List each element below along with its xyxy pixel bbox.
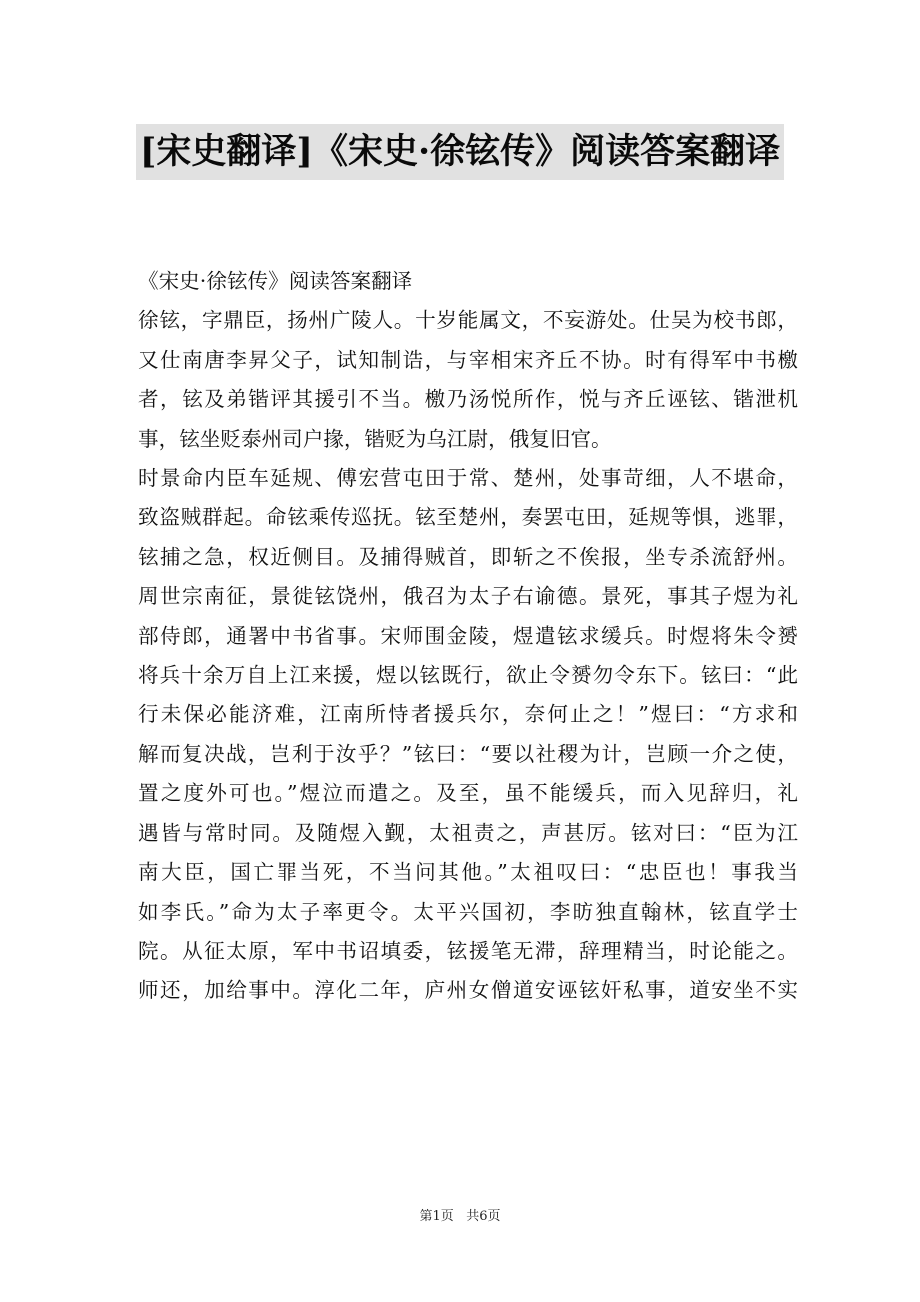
title-container [0,124,920,180]
text-line: 事，铉坐贬泰州司户掾，锴贬为乌江尉，俄复旧官。 [138,426,612,451]
text-line: 周世宗南征，景徙铉饶州，俄召为太子右谕德。景死，事其子煜为礼 [138,584,798,609]
text-line: 置之度外可也。”煜泣而遣之。及至，虽不能缓兵，而入见辞归，礼 [138,781,798,806]
text-line: 师还，加给事中。淳化二年，庐州女僧道安诬铉奸私事，道安坐不实 [138,978,798,1003]
paragraph-1 [138,301,798,459]
article-subtitle: 《宋史·徐铉传》阅读答案翻译 [138,269,413,293]
text-line: 解而复决战，岂利于汝乎？”铉曰：“要以社稷为计，岂顾一介之使， [138,741,798,766]
text-line: 徐铉，字鼎臣，扬州广陵人。十岁能属文，不妄游处。仕吴为校书郎， [138,308,798,333]
page-number: 第1页 [419,1209,454,1224]
page-total: 共6页 [466,1209,501,1224]
text-line: 院。从征太原，军中书诏填委，铉援笔无滞，辞理精当，时论能之。 [138,938,798,963]
text-line: 部侍郎，通署中书省事。宋师围金陵，煜遣铉求缓兵。时煜将朱令赟 [138,623,798,648]
text-line: 铉捕之急，权近侧目。及捕得贼首，即斩之不俟报，坐专杀流舒州。 [138,544,798,569]
text-line: 致盗贼群起。命铉乘传巡抚。铉至楚州，奏罢屯田，延规等惧，逃罪， [138,505,798,530]
text-line: 又仕南唐李昇父子，试知制诰，与宰相宋齐丘不协。时有得军中书檄 [138,347,798,372]
text-line: 南大臣，国亡罪当死，不当问其他。”太祖叹曰：“忠臣也！事我当 [138,860,798,885]
page-footer [0,1207,920,1227]
text-line: 时景命内臣车延规、傅宏营屯田于常、楚州，处事苛细，人不堪命， [138,466,798,491]
text-line: 如李氏。”命为太子率更令。太平兴国初，李昉独直翰林，铉直学士 [138,899,798,924]
text-line: 者，铉及弟锴评其援引不当。檄乃汤悦所作，悦与齐丘诬铉、锴泄机 [138,387,798,412]
article-body [138,262,798,1011]
text-line: 将兵十余万自上江来援，煜以铉既行，欲止令赟勿令东下。铉曰：“此 [138,663,798,688]
text-line: 遇皆与常时同。及随煜入觐，太祖责之，声甚厉。铉对曰：“臣为江 [138,820,798,845]
text-line: 行未保必能济难，江南所恃者援兵尔，奈何止之！”煜曰：“方求和 [138,702,798,727]
paragraph-2 [138,459,798,1011]
page-title: [宋史翻译]《宋史·徐铉传》阅读答案翻译 [136,124,784,180]
